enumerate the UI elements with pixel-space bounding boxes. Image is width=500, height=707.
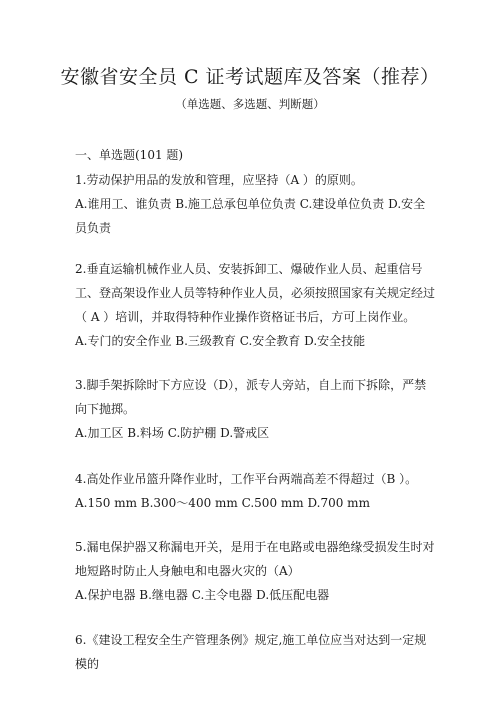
question-stem: 3.脚手架拆除时下方应设（D），派专人旁站，自上而下拆除，严禁向下抛掷。 — [75, 378, 427, 416]
question-6 — [75, 628, 435, 676]
question-3 — [75, 373, 435, 445]
question-4 — [75, 467, 435, 515]
question-options: A.谁用工、谁负责 B.施工总承包单位负责 C.建设单位负责 D.安全员负责 — [75, 197, 426, 235]
question-options: A.150 mm B.300～400 mm C.500 mm D.700 mm — [75, 496, 370, 510]
question-options: A.专门的安全作业 B.三级教育 C.安全教育 D.安全技能 — [75, 334, 366, 348]
question-stem: 1.劳动保护用品的发放和管理，应坚持（A ）的原则。 — [75, 173, 363, 187]
document-subtitle: （单选题、多选题、判断题） — [175, 97, 325, 111]
section-heading: 一、单选题(101 题) — [75, 148, 184, 162]
question-stem: 2.垂直运输机械作业人员、安装拆卸工、爆破作业人员、起重信号工、登高架设作业人员等特种作业人员，必须按照国家有关规定经过（ A ）培训，并取得特种作业操作资格证书后，方可上岗作业。 — [75, 262, 436, 324]
document-title: 安徽省安全员 C 证考试题库及答案（推荐） — [60, 66, 440, 88]
question-options: A.加工区 B.料场 C.防护棚 D.警戒区 — [75, 426, 270, 440]
question-stem: 5.漏电保护器又称漏电开关，是用于在电路或电器绝缘受损发生时对地短路时防止人身触电和电器火灾的（A） — [75, 540, 435, 578]
question-stem: 4.高处作业吊篮升降作业时，工作平台两端高差不得超过（B ）。 — [75, 472, 418, 486]
question-5 — [75, 535, 435, 607]
question-2 — [75, 257, 435, 353]
question-options: A.保护电器 B.继电器 C.主令电器 D.低压配电器 — [75, 588, 330, 602]
question-stem: 6.《建设工程安全生产管理条例》规定,施工单位应当对达到一定规模的 — [75, 633, 427, 671]
question-1 — [75, 168, 435, 240]
